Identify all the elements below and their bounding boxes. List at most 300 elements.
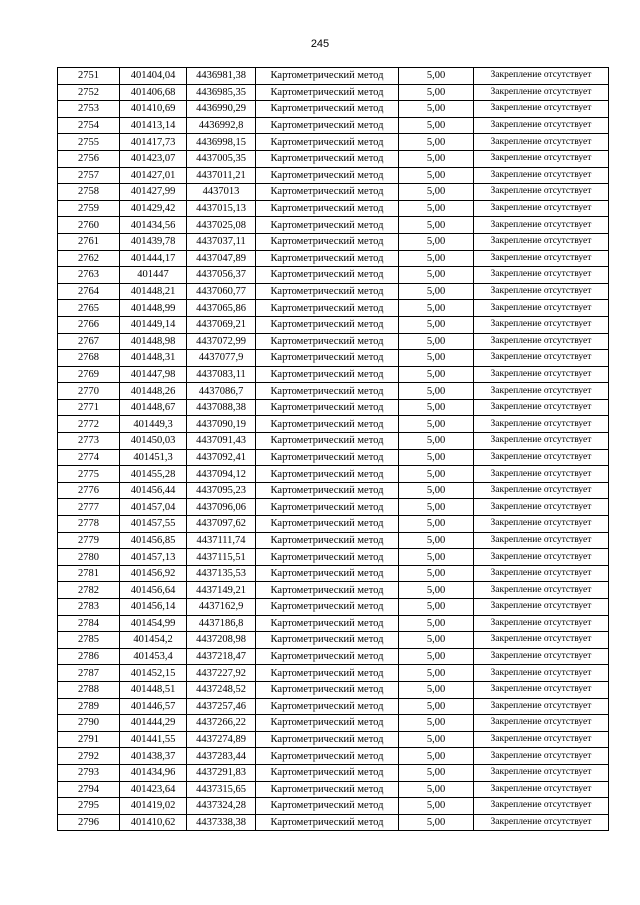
x-coordinate-cell: 401448,99	[120, 300, 187, 317]
accuracy-cell: 5,00	[399, 316, 474, 333]
method-cell: Картометрический метод	[256, 798, 399, 815]
point-number-cell: 2756	[58, 150, 120, 167]
x-coordinate-cell: 401457,13	[120, 549, 187, 566]
accuracy-cell: 5,00	[399, 416, 474, 433]
method-cell: Картометрический метод	[256, 748, 399, 765]
method-cell: Картометрический метод	[256, 715, 399, 732]
fixing-description-cell: Закрепление отсутствует	[474, 283, 609, 300]
x-coordinate-cell: 401427,01	[120, 167, 187, 184]
accuracy-cell: 5,00	[399, 698, 474, 715]
table-row	[58, 698, 609, 715]
point-number-cell: 2777	[58, 499, 120, 516]
point-number-cell: 2760	[58, 217, 120, 234]
x-coordinate-cell: 401448,26	[120, 383, 187, 400]
fixing-description-cell: Закрепление отсутствует	[474, 366, 609, 383]
y-coordinate-cell: 4437072,99	[187, 333, 256, 350]
accuracy-cell: 5,00	[399, 715, 474, 732]
accuracy-cell: 5,00	[399, 233, 474, 250]
y-coordinate-cell: 4437015,13	[187, 200, 256, 217]
x-coordinate-cell: 401452,15	[120, 665, 187, 682]
y-coordinate-cell: 4437324,28	[187, 798, 256, 815]
y-coordinate-cell: 4437227,92	[187, 665, 256, 682]
y-coordinate-cell: 4437011,21	[187, 167, 256, 184]
accuracy-cell: 5,00	[399, 68, 474, 85]
table-row	[58, 167, 609, 184]
point-number-cell: 2762	[58, 250, 120, 267]
point-number-cell: 2754	[58, 117, 120, 134]
x-coordinate-cell: 401448,31	[120, 350, 187, 367]
method-cell: Картометрический метод	[256, 632, 399, 649]
table-row	[58, 665, 609, 682]
y-coordinate-cell: 4437274,89	[187, 731, 256, 748]
table-row	[58, 632, 609, 649]
y-coordinate-cell: 4437083,11	[187, 366, 256, 383]
accuracy-cell: 5,00	[399, 681, 474, 698]
accuracy-cell: 5,00	[399, 84, 474, 101]
table-row	[58, 117, 609, 134]
table-row	[58, 731, 609, 748]
point-number-cell: 2774	[58, 449, 120, 466]
point-number-cell: 2781	[58, 565, 120, 582]
fixing-description-cell: Закрепление отсутствует	[474, 68, 609, 85]
x-coordinate-cell: 401410,69	[120, 101, 187, 118]
method-cell: Картометрический метод	[256, 449, 399, 466]
table-row	[58, 350, 609, 367]
table-row	[58, 134, 609, 151]
y-coordinate-cell: 4437056,37	[187, 267, 256, 284]
x-coordinate-cell: 401444,29	[120, 715, 187, 732]
method-cell: Картометрический метод	[256, 764, 399, 781]
method-cell: Картометрический метод	[256, 84, 399, 101]
accuracy-cell: 5,00	[399, 167, 474, 184]
method-cell: Картометрический метод	[256, 150, 399, 167]
fixing-description-cell: Закрепление отсутствует	[474, 516, 609, 533]
y-coordinate-cell: 4437111,74	[187, 532, 256, 549]
y-coordinate-cell: 4436990,29	[187, 101, 256, 118]
point-number-cell: 2778	[58, 516, 120, 533]
method-cell: Картометрический метод	[256, 599, 399, 616]
y-coordinate-cell: 4437135,53	[187, 565, 256, 582]
x-coordinate-cell: 401457,55	[120, 516, 187, 533]
point-number-cell: 2771	[58, 399, 120, 416]
table-row	[58, 814, 609, 831]
point-number-cell: 2757	[58, 167, 120, 184]
x-coordinate-cell: 401441,55	[120, 731, 187, 748]
accuracy-cell: 5,00	[399, 399, 474, 416]
y-coordinate-cell: 4437069,21	[187, 316, 256, 333]
x-coordinate-cell: 401450,03	[120, 433, 187, 450]
x-coordinate-cell: 401447	[120, 267, 187, 284]
fixing-description-cell: Закрепление отсутствует	[474, 798, 609, 815]
table-row	[58, 101, 609, 118]
table-row	[58, 582, 609, 599]
x-coordinate-cell: 401448,21	[120, 283, 187, 300]
method-cell: Картометрический метод	[256, 549, 399, 566]
accuracy-cell: 5,00	[399, 117, 474, 134]
accuracy-cell: 5,00	[399, 516, 474, 533]
point-number-cell: 2752	[58, 84, 120, 101]
table-row	[58, 748, 609, 765]
accuracy-cell: 5,00	[399, 632, 474, 649]
method-cell: Картометрический метод	[256, 698, 399, 715]
y-coordinate-cell: 4437065,86	[187, 300, 256, 317]
accuracy-cell: 5,00	[399, 283, 474, 300]
y-coordinate-cell: 4437060,77	[187, 283, 256, 300]
x-coordinate-cell: 401456,14	[120, 599, 187, 616]
fixing-description-cell: Закрепление отсутствует	[474, 316, 609, 333]
x-coordinate-cell: 401449,14	[120, 316, 187, 333]
method-cell: Картометрический метод	[256, 681, 399, 698]
y-coordinate-cell: 4437013	[187, 184, 256, 201]
fixing-description-cell: Закрепление отсутствует	[474, 615, 609, 632]
table-row	[58, 798, 609, 815]
method-cell: Картометрический метод	[256, 781, 399, 798]
method-cell: Картометрический метод	[256, 731, 399, 748]
accuracy-cell: 5,00	[399, 250, 474, 267]
x-coordinate-cell: 401417,73	[120, 134, 187, 151]
point-number-cell: 2779	[58, 532, 120, 549]
method-cell: Картометрический метод	[256, 316, 399, 333]
fixing-description-cell: Закрепление отсутствует	[474, 333, 609, 350]
method-cell: Картометрический метод	[256, 267, 399, 284]
x-coordinate-cell: 401454,99	[120, 615, 187, 632]
table-row	[58, 283, 609, 300]
point-number-cell: 2764	[58, 283, 120, 300]
fixing-description-cell: Закрепление отсутствует	[474, 764, 609, 781]
method-cell: Картометрический метод	[256, 482, 399, 499]
accuracy-cell: 5,00	[399, 648, 474, 665]
method-cell: Картометрический метод	[256, 814, 399, 831]
fixing-description-cell: Закрепление отсутствует	[474, 731, 609, 748]
table-row	[58, 250, 609, 267]
fixing-description-cell: Закрепление отсутствует	[474, 84, 609, 101]
accuracy-cell: 5,00	[399, 333, 474, 350]
point-number-cell: 2786	[58, 648, 120, 665]
y-coordinate-cell: 4437086,7	[187, 383, 256, 400]
fixing-description-cell: Закрепление отсутствует	[474, 449, 609, 466]
x-coordinate-cell: 401448,98	[120, 333, 187, 350]
table-row	[58, 516, 609, 533]
accuracy-cell: 5,00	[399, 184, 474, 201]
method-cell: Картометрический метод	[256, 399, 399, 416]
table-row	[58, 366, 609, 383]
method-cell: Картометрический метод	[256, 383, 399, 400]
fixing-description-cell: Закрепление отсутствует	[474, 665, 609, 682]
accuracy-cell: 5,00	[399, 482, 474, 499]
accuracy-cell: 5,00	[399, 532, 474, 549]
accuracy-cell: 5,00	[399, 615, 474, 632]
method-cell: Картометрический метод	[256, 250, 399, 267]
table-row	[58, 316, 609, 333]
accuracy-cell: 5,00	[399, 200, 474, 217]
fixing-description-cell: Закрепление отсутствует	[474, 416, 609, 433]
method-cell: Картометрический метод	[256, 350, 399, 367]
y-coordinate-cell: 4437208,98	[187, 632, 256, 649]
table-row	[58, 565, 609, 582]
accuracy-cell: 5,00	[399, 599, 474, 616]
coordinates-table	[57, 67, 609, 831]
accuracy-cell: 5,00	[399, 350, 474, 367]
fixing-description-cell: Закрепление отсутствует	[474, 648, 609, 665]
table-row	[58, 267, 609, 284]
point-number-cell: 2785	[58, 632, 120, 649]
y-coordinate-cell: 4437257,46	[187, 698, 256, 715]
accuracy-cell: 5,00	[399, 366, 474, 383]
fixing-description-cell: Закрепление отсутствует	[474, 150, 609, 167]
y-coordinate-cell: 4436998,15	[187, 134, 256, 151]
accuracy-cell: 5,00	[399, 217, 474, 234]
accuracy-cell: 5,00	[399, 731, 474, 748]
point-number-cell: 2770	[58, 383, 120, 400]
fixing-description-cell: Закрепление отсутствует	[474, 482, 609, 499]
point-number-cell: 2767	[58, 333, 120, 350]
x-coordinate-cell: 401419,02	[120, 798, 187, 815]
point-number-cell: 2794	[58, 781, 120, 798]
table-row	[58, 648, 609, 665]
table-row	[58, 715, 609, 732]
table-row	[58, 383, 609, 400]
accuracy-cell: 5,00	[399, 764, 474, 781]
point-number-cell: 2772	[58, 416, 120, 433]
x-coordinate-cell: 401438,37	[120, 748, 187, 765]
table-row	[58, 217, 609, 234]
x-coordinate-cell: 401449,3	[120, 416, 187, 433]
x-coordinate-cell: 401456,44	[120, 482, 187, 499]
fixing-description-cell: Закрепление отсутствует	[474, 748, 609, 765]
fixing-description-cell: Закрепление отсутствует	[474, 549, 609, 566]
method-cell: Картометрический метод	[256, 134, 399, 151]
fixing-description-cell: Закрепление отсутствует	[474, 599, 609, 616]
x-coordinate-cell: 401410,62	[120, 814, 187, 831]
x-coordinate-cell: 401423,64	[120, 781, 187, 798]
fixing-description-cell: Закрепление отсутствует	[474, 433, 609, 450]
fixing-description-cell: Закрепление отсутствует	[474, 167, 609, 184]
fixing-description-cell: Закрепление отсутствует	[474, 200, 609, 217]
fixing-description-cell: Закрепление отсутствует	[474, 698, 609, 715]
table-row	[58, 333, 609, 350]
point-number-cell: 2775	[58, 466, 120, 483]
table-row	[58, 150, 609, 167]
y-coordinate-cell: 4437025,08	[187, 217, 256, 234]
fixing-description-cell: Закрепление отсутствует	[474, 399, 609, 416]
fixing-description-cell: Закрепление отсутствует	[474, 134, 609, 151]
method-cell: Картометрический метод	[256, 217, 399, 234]
x-coordinate-cell: 401448,51	[120, 681, 187, 698]
table-row	[58, 433, 609, 450]
table-row	[58, 449, 609, 466]
point-number-cell: 2753	[58, 101, 120, 118]
y-coordinate-cell: 4437291,83	[187, 764, 256, 781]
method-cell: Картометрический метод	[256, 433, 399, 450]
point-number-cell: 2776	[58, 482, 120, 499]
x-coordinate-cell: 401444,17	[120, 250, 187, 267]
point-number-cell: 2788	[58, 681, 120, 698]
point-number-cell: 2765	[58, 300, 120, 317]
y-coordinate-cell: 4437115,51	[187, 549, 256, 566]
accuracy-cell: 5,00	[399, 798, 474, 815]
table-row	[58, 681, 609, 698]
y-coordinate-cell: 4437283,44	[187, 748, 256, 765]
method-cell: Картометрический метод	[256, 233, 399, 250]
point-number-cell: 2789	[58, 698, 120, 715]
fixing-description-cell: Закрепление отсутствует	[474, 117, 609, 134]
y-coordinate-cell: 4436981,38	[187, 68, 256, 85]
fixing-description-cell: Закрепление отсутствует	[474, 267, 609, 284]
table-row	[58, 549, 609, 566]
fixing-description-cell: Закрепление отсутствует	[474, 250, 609, 267]
point-number-cell: 2787	[58, 665, 120, 682]
point-number-cell: 2792	[58, 748, 120, 765]
y-coordinate-cell: 4437338,38	[187, 814, 256, 831]
fixing-description-cell: Закрепление отсутствует	[474, 632, 609, 649]
point-number-cell: 2793	[58, 764, 120, 781]
x-coordinate-cell: 401434,56	[120, 217, 187, 234]
table-row	[58, 416, 609, 433]
x-coordinate-cell: 401455,28	[120, 466, 187, 483]
table-row	[58, 68, 609, 85]
table-row	[58, 615, 609, 632]
accuracy-cell: 5,00	[399, 582, 474, 599]
y-coordinate-cell: 4437162,9	[187, 599, 256, 616]
accuracy-cell: 5,00	[399, 449, 474, 466]
x-coordinate-cell: 401453,4	[120, 648, 187, 665]
x-coordinate-cell: 401451,3	[120, 449, 187, 466]
accuracy-cell: 5,00	[399, 433, 474, 450]
method-cell: Картометрический метод	[256, 117, 399, 134]
method-cell: Картометрический метод	[256, 615, 399, 632]
table-row	[58, 532, 609, 549]
method-cell: Картометрический метод	[256, 184, 399, 201]
y-coordinate-cell: 4437092,41	[187, 449, 256, 466]
fixing-description-cell: Закрепление отсутствует	[474, 814, 609, 831]
x-coordinate-cell: 401404,04	[120, 68, 187, 85]
method-cell: Картометрический метод	[256, 565, 399, 582]
x-coordinate-cell: 401446,57	[120, 698, 187, 715]
accuracy-cell: 5,00	[399, 549, 474, 566]
table-row	[58, 399, 609, 416]
point-number-cell: 2791	[58, 731, 120, 748]
y-coordinate-cell: 4437005,35	[187, 150, 256, 167]
method-cell: Картометрический метод	[256, 416, 399, 433]
point-number-cell: 2780	[58, 549, 120, 566]
method-cell: Картометрический метод	[256, 648, 399, 665]
fixing-description-cell: Закрепление отсутствует	[474, 582, 609, 599]
method-cell: Картометрический метод	[256, 532, 399, 549]
y-coordinate-cell: 4437077,9	[187, 350, 256, 367]
y-coordinate-cell: 4436985,35	[187, 84, 256, 101]
fixing-description-cell: Закрепление отсутствует	[474, 101, 609, 118]
x-coordinate-cell: 401456,85	[120, 532, 187, 549]
fixing-description-cell: Закрепление отсутствует	[474, 184, 609, 201]
accuracy-cell: 5,00	[399, 814, 474, 831]
y-coordinate-cell: 4437090,19	[187, 416, 256, 433]
x-coordinate-cell: 401456,92	[120, 565, 187, 582]
point-number-cell: 2766	[58, 316, 120, 333]
y-coordinate-cell: 4437186,8	[187, 615, 256, 632]
fixing-description-cell: Закрепление отсутствует	[474, 217, 609, 234]
fixing-description-cell: Закрепление отсутствует	[474, 532, 609, 549]
point-number-cell: 2768	[58, 350, 120, 367]
fixing-description-cell: Закрепление отсутствует	[474, 300, 609, 317]
method-cell: Картометрический метод	[256, 101, 399, 118]
table-row	[58, 300, 609, 317]
x-coordinate-cell: 401434,96	[120, 764, 187, 781]
point-number-cell: 2758	[58, 184, 120, 201]
y-coordinate-cell: 4437096,06	[187, 499, 256, 516]
point-number-cell: 2751	[58, 68, 120, 85]
fixing-description-cell: Закрепление отсутствует	[474, 715, 609, 732]
x-coordinate-cell: 401406,68	[120, 84, 187, 101]
accuracy-cell: 5,00	[399, 665, 474, 682]
method-cell: Картометрический метод	[256, 68, 399, 85]
x-coordinate-cell: 401457,04	[120, 499, 187, 516]
method-cell: Картометрический метод	[256, 283, 399, 300]
method-cell: Картометрический метод	[256, 200, 399, 217]
accuracy-cell: 5,00	[399, 383, 474, 400]
point-number-cell: 2782	[58, 582, 120, 599]
y-coordinate-cell: 4437037,11	[187, 233, 256, 250]
y-coordinate-cell: 4437088,38	[187, 399, 256, 416]
accuracy-cell: 5,00	[399, 267, 474, 284]
table-row	[58, 599, 609, 616]
accuracy-cell: 5,00	[399, 150, 474, 167]
accuracy-cell: 5,00	[399, 134, 474, 151]
accuracy-cell: 5,00	[399, 300, 474, 317]
x-coordinate-cell: 401454,2	[120, 632, 187, 649]
y-coordinate-cell: 4437149,21	[187, 582, 256, 599]
point-number-cell: 2790	[58, 715, 120, 732]
y-coordinate-cell: 4436992,8	[187, 117, 256, 134]
coordinates-table-body	[58, 68, 609, 831]
page-number: 245	[310, 38, 330, 50]
x-coordinate-cell: 401439,78	[120, 233, 187, 250]
x-coordinate-cell: 401429,42	[120, 200, 187, 217]
accuracy-cell: 5,00	[399, 499, 474, 516]
x-coordinate-cell: 401447,98	[120, 366, 187, 383]
accuracy-cell: 5,00	[399, 101, 474, 118]
table-row	[58, 84, 609, 101]
table-row	[58, 781, 609, 798]
fixing-description-cell: Закрепление отсутствует	[474, 781, 609, 798]
method-cell: Картометрический метод	[256, 167, 399, 184]
point-number-cell: 2763	[58, 267, 120, 284]
method-cell: Картометрический метод	[256, 499, 399, 516]
method-cell: Картометрический метод	[256, 665, 399, 682]
y-coordinate-cell: 4437095,23	[187, 482, 256, 499]
accuracy-cell: 5,00	[399, 748, 474, 765]
table-row	[58, 764, 609, 781]
fixing-description-cell: Закрепление отсутствует	[474, 681, 609, 698]
table-row	[58, 200, 609, 217]
fixing-description-cell: Закрепление отсутствует	[474, 466, 609, 483]
method-cell: Картометрический метод	[256, 466, 399, 483]
fixing-description-cell: Закрепление отсутствует	[474, 233, 609, 250]
table-row	[58, 233, 609, 250]
accuracy-cell: 5,00	[399, 466, 474, 483]
point-number-cell: 2761	[58, 233, 120, 250]
y-coordinate-cell: 4437218,47	[187, 648, 256, 665]
fixing-description-cell: Закрепление отсутствует	[474, 565, 609, 582]
fixing-description-cell: Закрепление отсутствует	[474, 350, 609, 367]
point-number-cell: 2773	[58, 433, 120, 450]
point-number-cell: 2783	[58, 599, 120, 616]
accuracy-cell: 5,00	[399, 781, 474, 798]
method-cell: Картометрический метод	[256, 582, 399, 599]
x-coordinate-cell: 401448,67	[120, 399, 187, 416]
method-cell: Картометрический метод	[256, 516, 399, 533]
method-cell: Картометрический метод	[256, 300, 399, 317]
x-coordinate-cell: 401427,99	[120, 184, 187, 201]
